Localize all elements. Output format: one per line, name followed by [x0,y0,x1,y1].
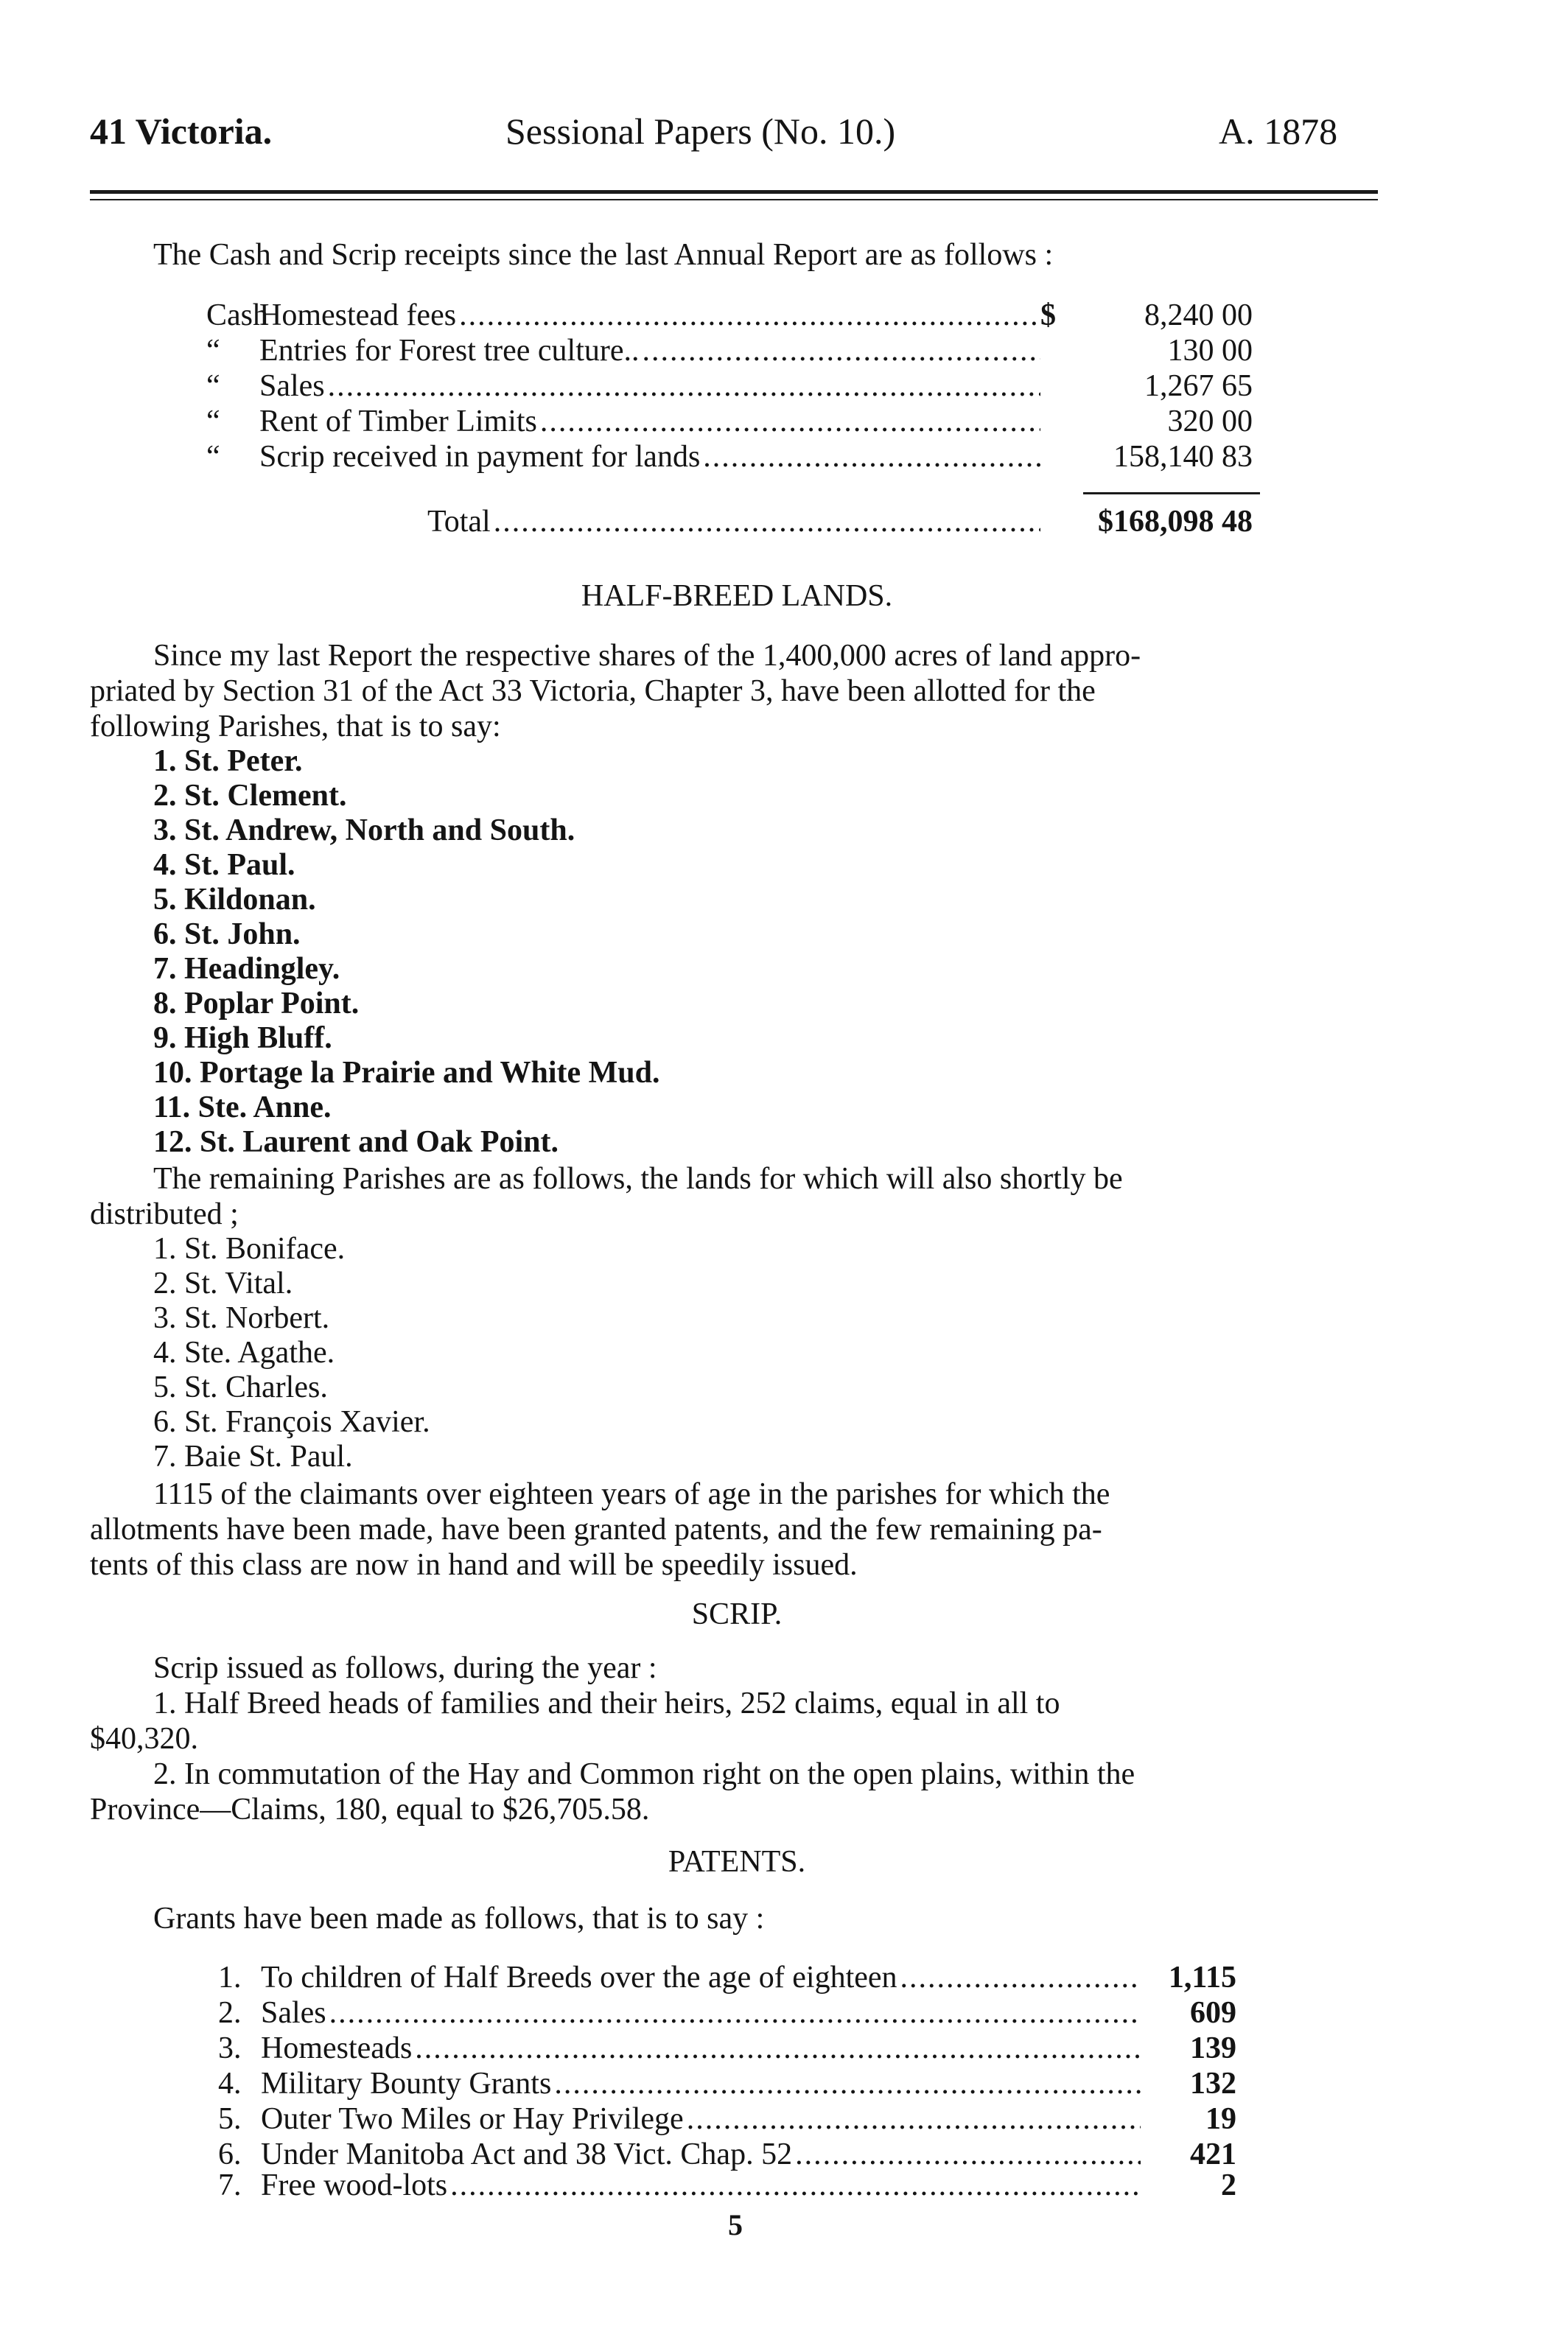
dot-leader [494,504,1040,539]
allotted-parish-list [153,744,659,1160]
dot-leader [540,404,1040,439]
grant-label: Under Manitoba Act and 38 Vict. Chap. 52 [261,2137,793,2171]
paragraph-line: 2. In commutation of the Hay and Common right on the open plains, within the [153,1757,1135,1791]
paragraph-line: following Parishes, that is to say: [90,710,501,743]
grant-number: 1. [218,1961,242,1995]
cash-row-prefix: “ [206,334,220,368]
list-item: 7. Headingley. [153,952,340,986]
grant-number: 7. [218,2168,242,2202]
cash-row [206,439,1253,475]
dot-leader [415,2031,1141,2066]
paragraph-line: The remaining Parishes are as follows, the lands for which will also shortly be [153,1162,1123,1196]
paragraph-line: tents of this class are now in hand and will be speedily issued. [90,1548,858,1582]
list-item: 6. St. John. [153,917,301,951]
grant-number: 3. [218,2031,242,2065]
cash-row-label: Entries for Forest tree culture.. [259,334,640,368]
cash-row-prefix: “ [206,405,220,438]
dot-leader [703,439,1040,475]
patents-heading: PATENTS. [668,1845,806,1879]
list-item: 3. St. Andrew, North and South. [153,813,575,847]
cash-row-label: Sales [259,369,325,403]
grant-label: To children of Half Breeds over the age of eighteen [261,1961,897,1995]
dot-leader [450,2168,1141,2203]
grant-amount: 609 [1190,1996,1236,2030]
grant-row [218,1960,1236,1995]
cash-total-label: Total [427,505,491,539]
page-number: 5 [728,2208,743,2241]
list-item: 8. Poplar Point. [153,987,360,1020]
list-item: 1. St. Peter. [153,744,303,778]
list-item: 5. St. Charles. [153,1370,328,1404]
remaining-parish-list [153,1232,430,1474]
list-item: 7. Baie St. Paul. [153,1440,353,1474]
dot-leader [642,333,1040,368]
grant-amount: 1,115 [1168,1961,1236,1995]
grant-row [218,2168,1236,2203]
grant-amount: 2 [1221,2168,1236,2202]
header-rule-thin [90,199,1378,200]
cash-row [206,368,1253,404]
paragraph-line: Scrip issued as follows, during the year : [153,1651,657,1685]
grant-row [218,1995,1236,2031]
grant-label: Sales [261,1996,326,2030]
list-item: 1. St. Boniface. [153,1232,346,1266]
header-year: A. 1878 [1219,111,1338,152]
grant-row [218,2101,1236,2137]
header-title: Sessional Papers (No. 10.) [505,111,896,152]
grant-amount: 139 [1190,2031,1236,2065]
header-rule-thick [90,190,1378,194]
patents-intro: Grants have been made as follows, that is to say : [153,1902,765,1936]
receipts-intro: The Cash and Scrip receipts since the last Annual Report are as follows : [153,238,1054,272]
paragraph-line: priated by Section 31 of the Act 33 Victoria, Chapter 3, have been allotted for the [90,674,1096,708]
grant-number: 6. [218,2137,242,2171]
cash-row [206,404,1253,439]
list-item: 5. Kildonan. [153,883,316,917]
cash-row-prefix: Cash [206,298,268,332]
list-item: 3. St. Norbert. [153,1301,330,1335]
paragraph-line: $40,320. [90,1722,198,1756]
paragraph-line: 1. Half Breed heads of families and their heirs, 252 claims, equal in all to [153,1687,1060,1720]
half-breed-heading: HALF-BREED LANDS. [581,579,893,613]
grant-amount: 19 [1205,2102,1236,2136]
dot-leader [459,298,1040,333]
grant-label: Homesteads [261,2031,413,2065]
dot-leader [900,1960,1141,1995]
cash-row-prefix: “ [206,440,220,474]
paragraph-line: 1115 of the claimants over eighteen years of age in the parishes for which the [153,1477,1110,1511]
dot-leader [795,2137,1141,2172]
cash-row-amount: 8,240 00 [1144,298,1253,332]
list-item: 2. St. Clement. [153,779,347,813]
grant-label: Free wood-lots [261,2168,448,2202]
list-item: 4. Ste. Agathe. [153,1336,335,1370]
cash-total-amount: $168,098 48 [1098,505,1253,539]
cash-row-label: Rent of Timber Limits [259,405,537,438]
header-volume: 41 Victoria. [90,111,273,152]
list-item: 4. St. Paul. [153,848,295,882]
grant-label: Military Bounty Grants [261,2067,552,2101]
cash-row-amount: 1,267 65 [1144,369,1253,403]
paragraph-line: Since my last Report the respective shares of the 1,400,000 acres of land appro- [153,639,1141,673]
list-item: 9. High Bluff. [153,1021,332,1055]
cash-row-currency: $ [1040,298,1056,332]
paragraph-line: Province—Claims, 180, equal to $26,705.58. [90,1793,650,1827]
scrip-heading: SCRIP. [691,1597,783,1631]
paragraph-line: allotments have been made, have been granted patents, and the few remaining pa- [90,1513,1102,1547]
grant-amount: 132 [1190,2067,1236,2101]
cash-row [206,333,1253,368]
cash-row-prefix: “ [206,369,220,403]
dot-leader [554,2066,1141,2101]
grant-number: 5. [218,2102,242,2136]
cash-row-amount: 158,140 83 [1113,440,1253,474]
grant-row [218,2031,1236,2066]
cash-row-label: Homestead fees [259,298,457,332]
grant-number: 2. [218,1996,242,2030]
list-item: 11. Ste. Anne. [153,1090,332,1124]
dot-leader [329,1995,1141,2031]
cash-row-label: Scrip received in payment for lands [259,440,701,474]
paragraph-line: distributed ; [90,1197,239,1231]
dot-leader [328,368,1040,404]
cash-row-amount: 320 00 [1167,405,1253,438]
cash-row [206,298,1253,333]
list-item: 10. Portage la Prairie and White Mud. [153,1056,660,1090]
cash-row-amount: 130 00 [1167,334,1253,368]
list-item: 12. St. Laurent and Oak Point. [153,1125,559,1159]
cash-total-row [427,504,1253,539]
grant-number: 4. [218,2067,242,2101]
grant-row [218,2066,1236,2101]
grant-amount: 421 [1190,2137,1236,2171]
grant-row [218,2137,1236,2172]
total-rule [1083,492,1260,494]
list-item: 2. St. Vital. [153,1267,293,1300]
grant-label: Outer Two Miles or Hay Privilege [261,2102,684,2136]
dot-leader [687,2101,1141,2137]
list-item: 6. St. François Xavier. [153,1405,430,1439]
